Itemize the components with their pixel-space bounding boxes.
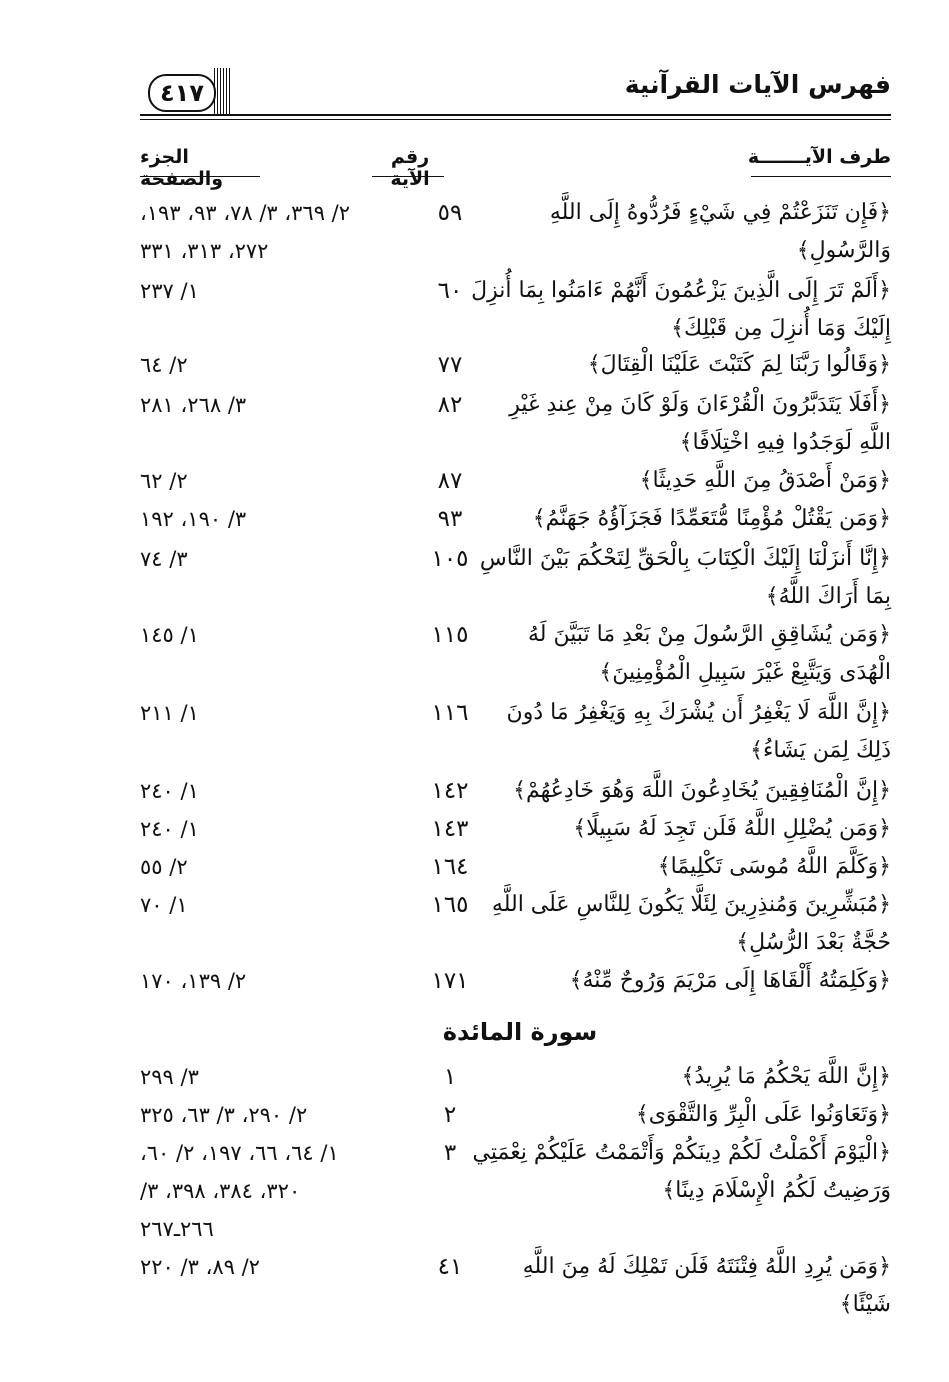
page-number-frame: [140, 68, 230, 116]
verse-text: ﴿وَمَنْ أَصْدَقُ مِنَ اللَّهِ حَدِيثًا﴾: [639, 468, 891, 493]
verse-number: ٧٧: [437, 352, 463, 378]
volume-page-ref: ١/ ٧٠: [140, 893, 188, 917]
table-row: [140, 272, 891, 341]
volume-page-ref: ١/ ٦٤، ٦٦، ١٩٧، ٢/ ٦٠، ٣٢٠، ٣٨٤، ٣٩٨، ٣/ ٢٦٦ـ٢٦٧: [140, 1141, 339, 1241]
verse-number: ١٠٥: [431, 546, 469, 572]
header-rule: [140, 114, 891, 116]
volume-page-ref: ٣/ ١٩٠، ١٩٢: [140, 507, 247, 531]
verse-number: ١٦٤: [431, 854, 469, 880]
verse-text: ﴿وَمَن يُرِدِ اللَّهُ فِتْنَتَهُ فَلَن تَمْلِكَ لَهُ مِنَ اللَّهِ شَيْئًا﴾: [522, 1254, 891, 1317]
verse-text: ﴿إِنَّ الْمُنَافِقِينَ يُخَادِعُونَ اللَّهَ وَهُوَ خَادِعُهُمْ﴾: [513, 778, 891, 803]
volume-page-ref: ٣/ ٧٤: [140, 547, 188, 571]
table-row: [140, 1248, 891, 1317]
running-head: فهرس الآيات القرآنية: [624, 70, 891, 99]
column-header-verse: طرف الآيـــــــة: [747, 146, 891, 168]
column-underline-page: [140, 176, 260, 177]
table-row: [140, 772, 891, 804]
verse-number: ١٧١: [431, 968, 469, 994]
table-row: [140, 540, 891, 609]
table-row: [140, 1096, 891, 1128]
volume-page-ref: ١/ ٢٣٧: [140, 279, 199, 303]
verse-number: ٣: [443, 1140, 457, 1166]
volume-page-ref: ٣/ ٢٩٩: [140, 1065, 199, 1089]
verse-number: ٨٧: [437, 468, 463, 494]
volume-page-ref: ١/ ٢١١: [140, 701, 199, 725]
verse-text: ﴿إِنَّ اللَّهَ لَا يَغْفِرُ أَن يُشْرَكَ بِهِ وَيَغْفِرُ مَا دُونَ ذَلِكَ لِمَن يَشَاءُ﴾: [506, 700, 891, 763]
verse-text: ﴿أَلَمْ تَرَ إِلَى الَّذِينَ يَزْعُمُونَ أَنَّهُمْ ءَامَنُوا بِمَا أُنزِلَ إِلَيْكَ وَمَا أُنزِلَ مِن قَبْلِكَ﴾: [471, 278, 891, 341]
verse-number: ١: [443, 1064, 457, 1090]
header-rule-thin: [140, 119, 891, 120]
table-row: [140, 962, 891, 994]
volume-page-ref: ٢/ ٦٤: [140, 353, 188, 377]
verse-number: ٦٠: [437, 278, 463, 304]
volume-page-ref: ٢/ ٢٩٠، ٣/ ٦٣، ٣٢٥: [140, 1103, 308, 1127]
volume-page-ref: ٢/ ٦٢: [140, 469, 188, 493]
verse-text: ﴿مُبَشِّرِينَ وَمُنذِرِينَ لِئَلَّا يَكُونَ لِلنَّاسِ عَلَى اللَّهِ حُجَّةٌ بَعْدَ الرُّسُلِ﴾: [491, 892, 891, 955]
volume-page-ref: ١/ ٢٤٠: [140, 779, 199, 803]
volume-page-ref: ١/ ٢٤٠: [140, 817, 199, 841]
verse-text: ﴿وَتَعَاوَنُوا عَلَى الْبِرِّ وَالتَّقْوَى﴾: [635, 1102, 891, 1127]
verse-text: ﴿فَإِن تَنَزَعْتُمْ فِي شَيْءٍ فَرُدُّوهُ إِلَى اللَّهِ وَالرَّسُولِ﴾: [549, 200, 891, 263]
volume-page-ref: ٢/ ٣٦٩، ٣/ ٧٨، ٩٣، ١٩٣، ٢٧٢، ٣١٣، ٣٣١: [140, 201, 351, 263]
table-row: [140, 694, 891, 763]
verse-number: ١٤٣: [431, 816, 469, 842]
verse-text: ﴿إِنَّ اللَّهَ يَحْكُمُ مَا يُرِيدُ﴾: [681, 1064, 891, 1089]
table-row: [140, 346, 891, 378]
verse-text: ﴿وَمَن يُضْلِلِ اللَّهُ فَلَن تَجِدَ لَهُ سَبِيلًا﴾: [573, 816, 891, 841]
table-row: [140, 1134, 891, 1241]
verse-text: ﴿وَقَالُوا رَبَّنَا لِمَ كَتَبْتَ عَلَيْنَا الْقِتَالَ﴾: [587, 352, 891, 377]
verse-number: ١١٦: [431, 700, 469, 726]
table-row: [140, 386, 891, 455]
table-row: [140, 848, 891, 880]
volume-page-ref: ٢/ ٥٥: [140, 855, 188, 879]
verse-number: ٩٣: [437, 506, 463, 532]
table-row: [140, 500, 891, 532]
column-header-verse-number: رقم الآية: [390, 146, 430, 190]
verse-number: ٤١: [437, 1254, 463, 1280]
column-underline-verse: [751, 176, 891, 177]
verse-number: ١٤٢: [431, 778, 469, 804]
verse-number: ٨٢: [437, 392, 463, 418]
volume-page-ref: ٣/ ٢٦٨، ٢٨١: [140, 393, 247, 417]
volume-page-ref: ٢/ ١٣٩، ١٧٠: [140, 969, 247, 993]
table-row: [140, 810, 891, 842]
volume-page-ref: ٢/ ٨٩، ٣/ ٢٢٠: [140, 1255, 260, 1279]
column-header-volume-page: الجزء والصفحة: [140, 146, 224, 190]
verse-text: ﴿وَمَن يُشَاقِقِ الرَّسُولَ مِنْ بَعْدِ مَا تَبَيَّنَ لَهُ الْهُدَى وَيَتَّبِعْ غَيْرَ سَبِيلِ الْمُؤْمِنِينَ﴾: [528, 622, 891, 685]
volume-page-ref: ١/ ١٤٥: [140, 623, 199, 647]
verse-number: ١١٥: [431, 622, 469, 648]
verse-text: ﴿وَكَلِمَتُهُ أَلْقَاهَا إِلَى مَرْيَمَ وَرُوحٌ مِّنْهُ﴾: [569, 968, 891, 993]
verse-number: ٢: [443, 1102, 457, 1128]
verse-text: ﴿وَمَن يَقْتُلْ مُؤْمِنًا مُّتَعَمِّدًا فَجَزَآؤُهُ جَهَنَّمُ﴾: [532, 506, 891, 531]
table-row: [140, 1058, 891, 1090]
table-row: [140, 616, 891, 685]
column-underline-number: [372, 176, 444, 177]
verse-number: ٥٩: [437, 200, 463, 226]
table-row: [140, 194, 891, 263]
page-number: ٤١٧: [148, 74, 216, 112]
verse-text: ﴿إِنَّا أَنزَلْنَا إِلَيْكَ الْكِتَابَ بِالْحَقِّ لِتَحْكُمَ بَيْنَ النَّاسِ بِمَا أَرَاكَ اللَّهُ﴾: [479, 546, 891, 609]
verse-text: ﴿وَكَلَّمَ اللَّهُ مُوسَى تَكْلِيمًا﴾: [657, 854, 891, 879]
table-row: [140, 462, 891, 494]
verse-text: ﴿أَفَلَا يَتَدَبَّرُونَ الْقُرْءَانَ وَلَوْ كَانَ مِنْ عِندِ غَيْرِ اللَّهِ لَوَجَدُوا فِيهِ اخْتِلَافًا﴾: [509, 392, 891, 455]
verse-number: ١٦٥: [431, 892, 469, 918]
surah-heading: سورة المائدة: [442, 1018, 598, 1046]
verse-text: ﴿الْيَوْمَ أَكْمَلْتُ لَكُمْ دِينَكُمْ وَأَتْمَمْتُ عَلَيْكُمْ نِعْمَتِي وَرَضِيتُ لَكُمُ الْإِسْلَامَ دِينًا﴾: [472, 1140, 891, 1203]
table-row: [140, 886, 891, 955]
